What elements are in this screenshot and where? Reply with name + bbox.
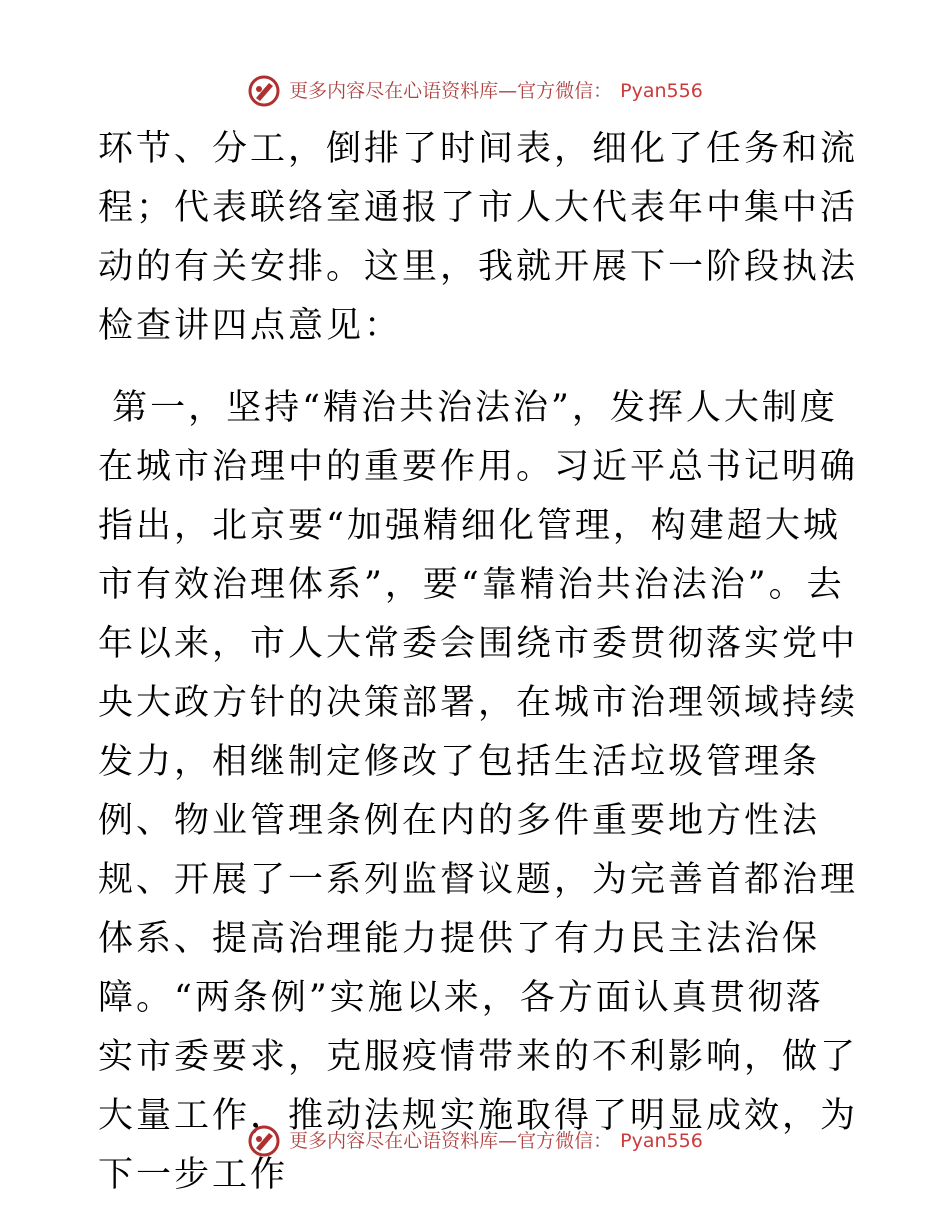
watermark-text: 更多内容尽在心语资料库—官方微信： [289, 1129, 613, 1152]
header-watermark [0, 74, 950, 108]
watermark-text: 更多内容尽在心语资料库—官方微信： [289, 79, 613, 102]
watermark-wechat-id: Pyan556 [620, 1129, 703, 1152]
paragraph-2: 第一，坚持“精治共治法治”，发挥人大制度在城市治理中的重要作用。习近平总书记明确指出，北京要“加强精细化管理，构建超大城市有效治理体系”，要“靠精治共治法治”。去年以来，市人大常委会围绕市委贯彻落实党中央大政方针的决策部署，在城市治理领域持续发力，相继制定修改了包括生活垃圾管理条例、物业管理条例在内的多件重要地方性法规、开展了一系列监督议题，为完善首都治理体系、提高治理能力提供了有力民主法治保障。“两条例”实施以来，各方面认真贯彻落实市委要求，克服疫情带来的不利影响，做了大量工作，推动法规实施取得了明显成效，为下一步工作 [98, 388, 859, 1195]
brand-logo-icon [247, 1124, 281, 1158]
watermark-wechat-id: Pyan556 [620, 79, 703, 102]
paragraph-1: 环节、分工，倒排了时间表，细化了任务和流程；代表联络室通报了市人大代表年中集中活动的有关安排。这里，我就开展下一阶段执法检查讲四点意见： [98, 129, 859, 346]
footer-watermark [0, 1124, 950, 1158]
document-body [98, 120, 858, 1205]
brand-logo-icon [247, 74, 281, 108]
